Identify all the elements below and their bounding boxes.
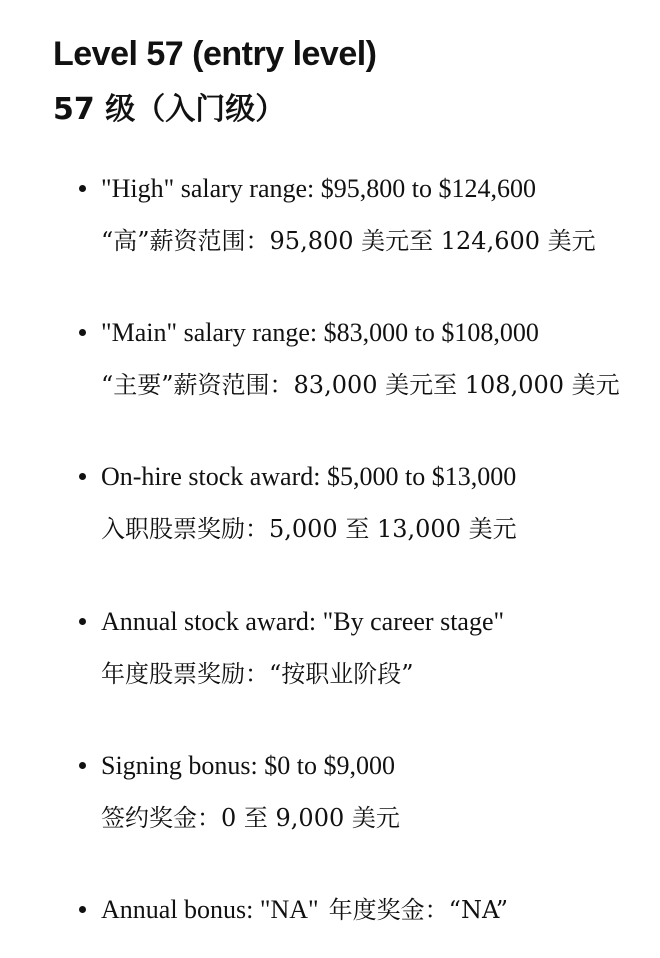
on-hire-stock-english: On-hire stock award: $5,000 to $13,000 xyxy=(101,462,517,491)
bullet-dot-icon xyxy=(79,762,86,769)
list-item-on-hire-stock xyxy=(79,451,649,555)
bullet-dot-icon xyxy=(79,906,86,913)
signing-bonus-english: Signing bonus: $0 to $9,000 xyxy=(101,751,395,780)
list-item-main-salary xyxy=(79,307,649,411)
bullet-dot-icon xyxy=(79,185,86,192)
main-salary-chinese: “主要”薪资范围：83,000 美元至 108,000 美元 xyxy=(101,371,620,399)
annual-bonus-english: Annual bonus: "NA" xyxy=(101,895,319,924)
main-salary-english: "Main" salary range: $83,000 to $108,000 xyxy=(101,318,539,347)
list-item-annual-stock xyxy=(79,596,649,700)
bullet-dot-icon xyxy=(79,329,86,336)
page-title-chinese: 57 级（入门级） xyxy=(53,92,286,127)
list-item-annual-bonus xyxy=(79,884,649,936)
signing-bonus-chinese: 签约奖金：0 至 9,000 美元 xyxy=(101,804,400,832)
high-salary-chinese: “高”薪资范围：95,800 美元至 124,600 美元 xyxy=(101,227,596,255)
annual-bonus-line xyxy=(101,884,649,936)
annual-stock-chinese: 年度股票奖励：“按职业阶段” xyxy=(101,660,414,688)
list-item-signing-bonus xyxy=(79,740,649,844)
annual-stock-english: Annual stock award: "By career stage" xyxy=(101,607,505,636)
list-item-high-salary xyxy=(79,163,649,267)
annual-bonus-chinese: 年度奖金：“NA” xyxy=(328,896,509,924)
on-hire-stock-chinese: 入职股票奖励：5,000 至 13,000 美元 xyxy=(101,515,517,543)
high-salary-english: "High" salary range: $95,800 to $124,600 xyxy=(101,174,536,203)
page-title-english: Level 57 (entry level) xyxy=(53,35,377,73)
bullet-dot-icon xyxy=(79,618,86,625)
bullet-dot-icon xyxy=(79,473,86,480)
